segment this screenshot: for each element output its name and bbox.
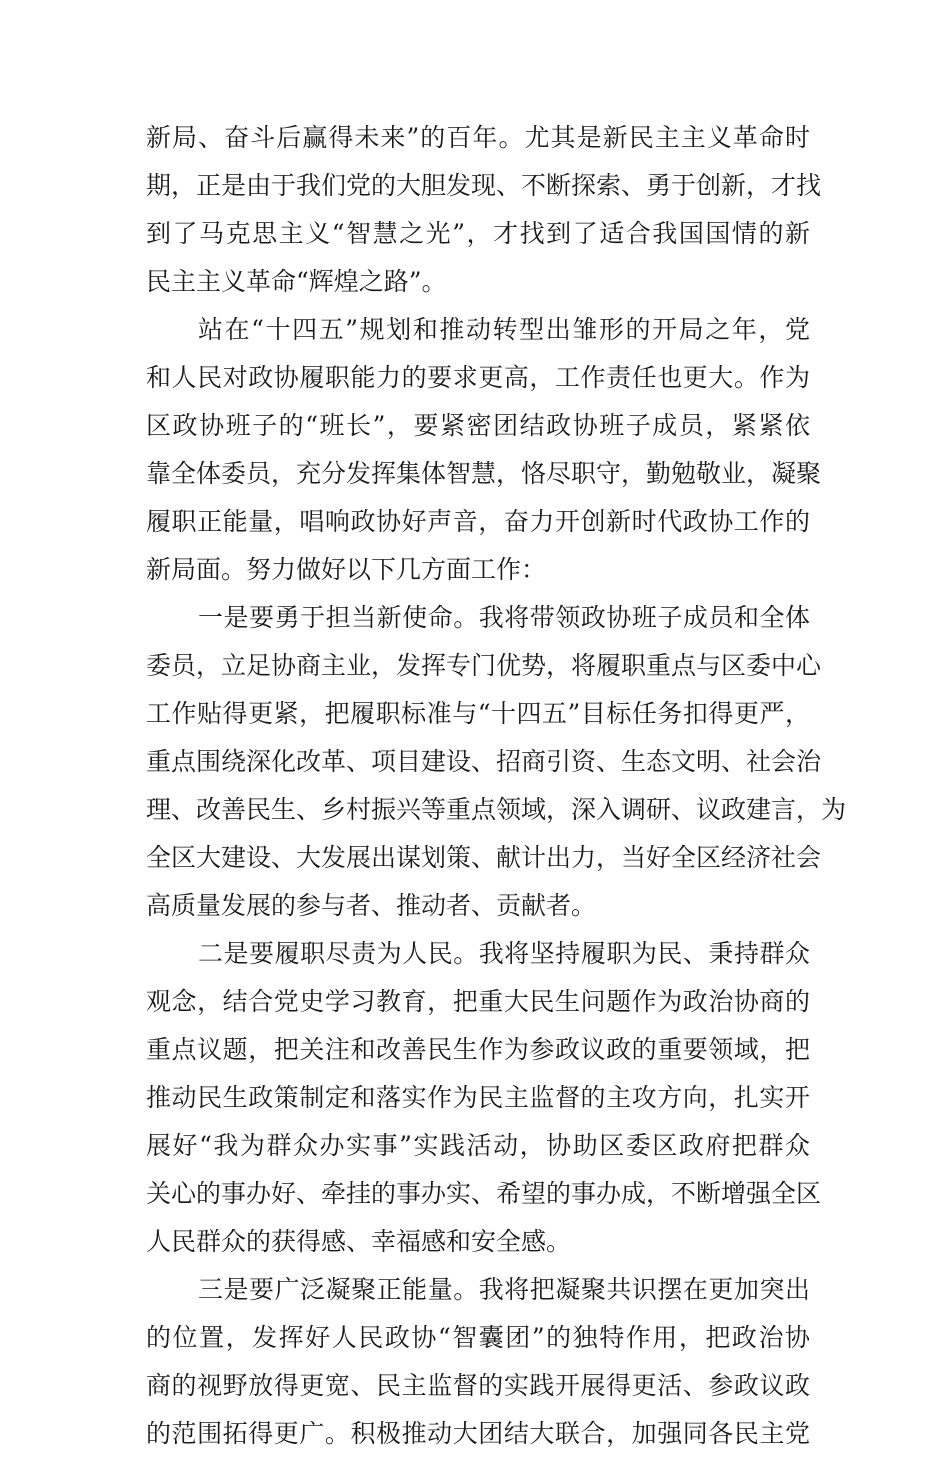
- text-line: 全区大建设、大发展出谋划策、献计出力，当好全区经济社会: [146, 843, 822, 872]
- text-line: 商的视野放得更宽、民主监督的实践开展得更活、参政议政: [146, 1371, 810, 1400]
- text-line: 履职正能量，唱响政协好声音，奋力开创新时代政协工作的: [146, 507, 810, 536]
- paragraph: [146, 930, 822, 1266]
- document-body: [146, 114, 847, 1458]
- paragraph: [146, 306, 822, 594]
- paragraph: [146, 114, 822, 306]
- text-line: 新局、奋斗后赢得未来”的百年。尤其是新民主主义革命时: [146, 123, 810, 152]
- text-line: 靠全体委员，充分发挥集体智慧，恪尽职守，勤勉敬业，凝聚: [146, 459, 822, 488]
- text-line: 的范围拓得更广。积极推动大团结大联合，加强同各民主党: [146, 1419, 810, 1448]
- text-line: 关心的事办好、牵挂的事办实、希望的事办成，不断增强全区: [146, 1179, 822, 1208]
- text-line: 观念，结合党史学习教育，把重大民生问题作为政治协商的: [146, 987, 810, 1016]
- text-line: 民主主义革命“辉煌之路”。: [146, 267, 447, 296]
- text-line: 一是要勇于担当新使命。我将带领政协班子成员和全体: [198, 603, 810, 632]
- text-line: 重点议题，把关注和改善民生作为参政议政的重要领域，把: [146, 1035, 810, 1064]
- text-line: 到了马克思主义“智慧之光”，才找到了适合我国国情的新: [146, 219, 810, 248]
- text-line: 理、改善民生、乡村振兴等重点领域，深入调研、议政建言，为: [146, 795, 847, 824]
- text-line: 重点围绕深化改革、项目建设、招商引资、生态文明、社会治: [146, 747, 822, 776]
- text-line: 新局面。努力做好以下几方面工作：: [146, 555, 547, 584]
- text-line: 高质量发展的参与者、推动者、贡献者。: [146, 891, 597, 920]
- text-line: 工作贴得更紧，把履职标准与“十四五”目标任务扣得更严，: [146, 699, 810, 728]
- text-line: 二是要履职尽责为人民。我将坚持履职为民、秉持群众: [198, 939, 810, 968]
- text-line: 和人民对政协履职能力的要求更高，工作责任也更大。作为: [146, 363, 810, 392]
- text-line: 期，正是由于我们党的大胆发现、不断探索、勇于创新，才找: [146, 171, 822, 200]
- text-line: 区政协班子的“班长”，要紧密团结政协班子成员，紧紧依: [146, 411, 810, 440]
- text-line: 推动民生政策制定和落实作为民主监督的主攻方向，扎实开: [146, 1083, 810, 1112]
- text-line: 站在“十四五”规划和推动转型出雏形的开局之年，党: [198, 315, 810, 344]
- text-line: 的位置，发挥好人民政协“智囊团”的独特作用，把政治协: [146, 1323, 810, 1352]
- text-line: 委员，立足协商主业，发挥专门优势，将履职重点与区委中心: [146, 651, 822, 680]
- text-line: 展好“我为群众办实事”实践活动，协助区委区政府把群众: [146, 1131, 810, 1160]
- text-line: 三是要广泛凝聚正能量。我将把凝聚共识摆在更加突出: [198, 1275, 810, 1304]
- text-line: 人民群众的获得感、幸福感和安全感。: [146, 1227, 572, 1256]
- paragraph: [146, 1266, 810, 1458]
- paragraph: [146, 594, 847, 930]
